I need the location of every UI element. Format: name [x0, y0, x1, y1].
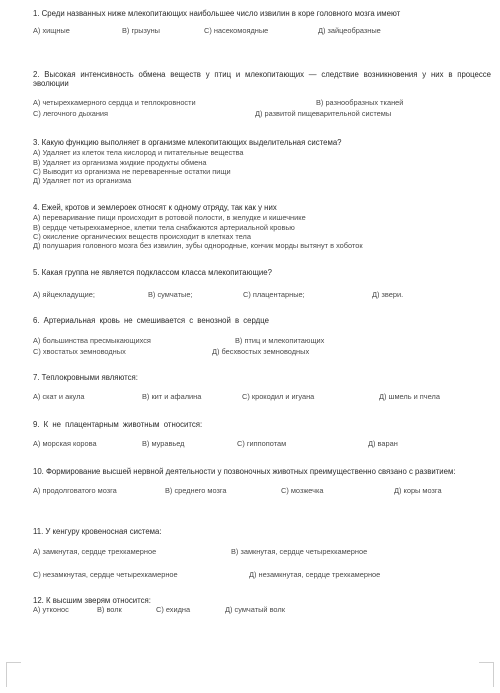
question-3: [33, 138, 491, 186]
question-text: 3. Какую функцию выполняет в организме млекопитающих выделительная система?: [33, 138, 342, 147]
option-b: В) Удаляет из организма жидкие продукты обмена: [33, 157, 207, 167]
options-row: [33, 337, 491, 347]
option-d: Д) шмель и пчела: [379, 392, 440, 402]
option-a: А) утконос: [33, 605, 69, 615]
option-a: А) переваривание пищи происходит в ротовой полости, в желудке и кишечнике: [33, 213, 306, 223]
question-7: [33, 373, 491, 403]
question-11: [33, 527, 491, 581]
options-list: [33, 148, 491, 185]
option-a: А) Удаляет из клеток тела кислород и питательные вещества: [33, 148, 244, 158]
option-c: С) окисление органических веществ происходит в клетках тела: [33, 231, 251, 241]
options-row: [33, 99, 491, 109]
option-c: С) крокодил и игуана: [242, 392, 315, 402]
option-c: С) гиппопотам: [237, 439, 287, 449]
options-row: [33, 440, 491, 450]
option-b: В) сумчатые;: [148, 290, 193, 300]
option-a: А) замкнутая, сердце трехкамерное: [33, 547, 157, 557]
question-text: 6. Артериальная кровь не смешивается с венозной в сердце: [33, 316, 269, 325]
option-d: Д) бесхвостых земноводных: [212, 347, 310, 357]
question-text: 1. Среди названных ниже млекопитающих наибольшее число извилин в коре головного мозга имеют: [33, 9, 401, 18]
question-9: [33, 420, 491, 450]
option-b: В) птиц и млекопитающих: [235, 336, 325, 346]
options-row: [33, 291, 491, 301]
option-b: В) кит и афалина: [142, 392, 202, 402]
question-text: 5. Какая группа не является подклассом класса млекопитающие?: [33, 268, 272, 277]
question-2: [33, 70, 491, 119]
option-a: А) яйцекладущие;: [33, 290, 95, 300]
option-c: С) легочного дыхания: [33, 108, 109, 118]
option-d: Д) развитой пищеварительной системы: [255, 108, 392, 118]
question-4: [33, 203, 491, 251]
option-d: Д) зайцеобразные: [318, 26, 381, 36]
question-text: 12. К высшим зверям относится:: [33, 596, 151, 605]
option-d: Д) полушария головного мозга без извилин, зубы однородные, кончик морды вытянут в хоботок: [33, 241, 363, 251]
option-a: А) скат и акула: [33, 392, 85, 402]
question-text: 11. У кенгуру кровеносная система:: [33, 527, 162, 536]
question-text: 2. Высокая интенсивность обмена веществ у птиц и млекопитающих — следствие возникновения у них в процессе эволюции: [33, 70, 491, 89]
option-a: А) хищные: [33, 26, 70, 36]
question-5: [33, 268, 491, 301]
option-c: С) незамкнутая, сердце четырехкамерное: [33, 570, 178, 580]
question-12: [33, 596, 491, 615]
option-b: В) среднего мозга: [165, 486, 227, 496]
options-row: [33, 606, 491, 615]
option-d: Д) сумчатый волк: [225, 605, 285, 615]
option-d: Д) незамкнутая, сердце трехкамерное: [249, 570, 381, 580]
question-text: 7. Теплокровными являются:: [33, 373, 138, 382]
option-a: А) большинства пресмыкающихся: [33, 336, 151, 346]
option-a: А) морская корова: [33, 439, 97, 449]
option-b: В) грызуны: [122, 26, 160, 36]
option-b: В) сердце четырехкамерное, клетки тела снабжаются артериальной кровью: [33, 222, 295, 232]
option-b: В) разнообразных тканей: [316, 97, 404, 107]
option-b: В) волк: [97, 605, 122, 615]
option-c: С) хвостатых земноводных: [33, 347, 126, 357]
option-a: А) четырехкамерного сердца и теплокровности: [33, 97, 196, 107]
options-row: [33, 348, 491, 357]
options-row: [33, 571, 491, 581]
option-c: С) насекомоядные: [204, 26, 269, 36]
option-c: С) мозжечка: [281, 486, 324, 496]
option-d: Д) коры мозга: [394, 486, 442, 496]
question-1: [33, 9, 491, 37]
option-d: Д) варан: [368, 439, 398, 449]
options-row: [33, 487, 491, 497]
options-row: [33, 110, 491, 119]
question-6: [33, 316, 491, 357]
question-text: 10. Формирование высшей нервной деятельности у позвоночных животных преимущественно связано с развитием:: [33, 467, 456, 476]
options-row: [33, 548, 491, 558]
option-d: Д) Удаляет пот из организма: [33, 176, 132, 186]
options-row: [33, 393, 491, 403]
question-text: 4. Ежей, кротов и землероек относят к одному отряду, так как у них: [33, 203, 277, 212]
question-text: 9. К не плацентарным животным относится:: [33, 420, 203, 429]
option-b: В) муравьед: [142, 439, 185, 449]
page-corner-left: [6, 662, 21, 687]
options-row: [33, 27, 491, 37]
option-c: С) Выводит из организма не переваренные остатки пищи: [33, 166, 231, 176]
option-c: С) плацентарные;: [243, 290, 305, 300]
question-10: [33, 467, 491, 497]
option-c: С) ехидна: [156, 605, 191, 615]
option-b: В) замкнутая, сердце четырехкамерное: [231, 547, 368, 557]
page-corner-right: [479, 662, 494, 687]
option-a: А) продолговатого мозга: [33, 486, 117, 496]
option-d: Д) звери.: [372, 290, 404, 300]
options-list: [33, 213, 491, 250]
